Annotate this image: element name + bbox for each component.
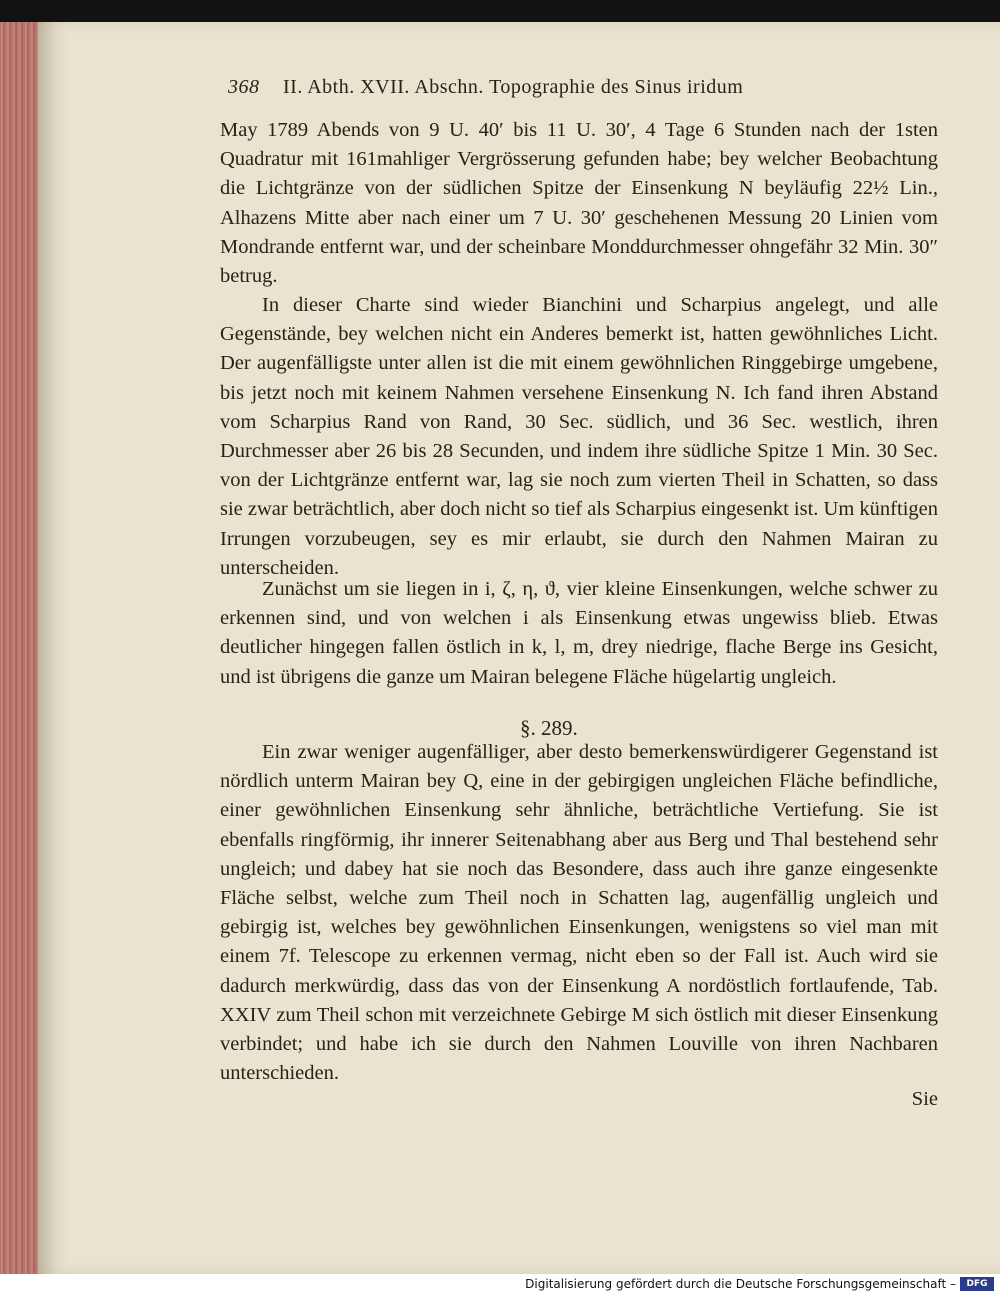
paragraph-1: May 1789 Abends von 9 U. 40′ bis 11 U. 30′, 4 Tage 6 Stunden nach der 1sten Quadratur mit 161mahliger Vergrösserung gefunden habe; bey welcher Beobachtung die Lichtgränze von der südlichen Spitze der Einsenkung N beyläufig 22½ Lin., Alhazens Mitte aber nach einer um 7 U. 30′ geschehenen Messung 20 Linien vom Mondrande entfernt war, und der scheinbare Monddurchmesser ohngefähr 32 Min. 30″ betrug. [220, 119, 938, 288]
paragraph-4: Ein zwar weniger augenfälliger, aber desto bemerkenswürdigerer Gegenstand ist nördlich unterm Mairan bey Q, eine in der gebirgigen ungleichen Fläche befindliche, einer gewöhnlichen Einsenkung sehr ähnliche, beträchtliche Vertiefung. Sie ist ebenfalls ringförmig, ihr innerer Seitenabhang aber aus Berg und Thal bestehend sehr ungleich; und dabey hat sie noch das Besondere, dass auch ihre ganze eingesenkte Fläche selbst, welche zum Theil noch in Schatten lag, augenfällig ungleich und gebirgig ist, welches bey gewöhnlichen Einsenkungen, wenigstens so viel man mit einem 7f. Telescope zu erkennen vermag, nicht eben so der Fall ist. Auch wird sie dadurch merkwürdig, dass das von der Einsenkung A nordöstlich fortlaufende, Tab. XXIV zum Theil schon mit verzeichnete Gebirge M sich östlich mit dieser Einsenkung verbindet; und habe ich sie durch den Nahmen Louville von ihren Nachbaren unterschieden. [220, 741, 938, 1085]
footer-credit: Digitalisierung gefördert durch die Deutsche Forschungsgemeinschaft – [525, 1277, 956, 1291]
paragraph-2: In dieser Charte sind wieder Bianchini und Scharpius angelegt, und alle Gegenstände, bey welchen nicht ein Anderes bemerkt ist, hatten gewöhnliches Licht. Der augenfälligste unter allen ist die mit einem gewöhnlichen Ringgebirge umgebene, bis jetzt noch mit keinem Nahmen versehene Einsenkung N. Ich fand ihren Abstand vom Scharpius Rand von Rand, 30 Sec. südlich, und 36 Sec. westlich, ihren Durchmesser aber 26 bis 28 Secunden, und indem ihre südliche Spitze 1 Min. 30 Sec. von der Lichtgränze entfernt war, lag sie noch zum vierten Theil in Schatten, so dass sie zwar beträchtlich, aber doch nicht so tief als Scharpius eingesenkt ist. Um künftigen Irrungen vorzubeugen, sey es mir erlaubt, sie durch den Nahmen Mairan zu unterscheiden. [220, 294, 938, 579]
page-number: 368 [228, 76, 260, 98]
running-header [228, 76, 914, 106]
footer-bar [0, 1274, 1000, 1295]
section-heading: §. 289. [520, 716, 578, 740]
book-page-edges [0, 22, 40, 1274]
catchword: Sie [911, 1088, 938, 1110]
dfg-logo: DFG [960, 1277, 994, 1291]
paragraph-3: Zunächst um sie liegen in i, ζ, η, ϑ, vier kleine Einsenkungen, welche schwer zu erkennen sind, und von welchen i als Einsenkung etwas ungewiss blieb. Etwas deutlicher hingegen fallen östlich in k, l, m, drey niedrige, flache Berge ins Gesicht, und ist übrigens die ganze um Mairan belegene Fläche hügelartig ungleich. [220, 578, 938, 688]
running-title: II. Abth. XVII. Abschn. Topographie des Sinus iridum [283, 76, 744, 98]
